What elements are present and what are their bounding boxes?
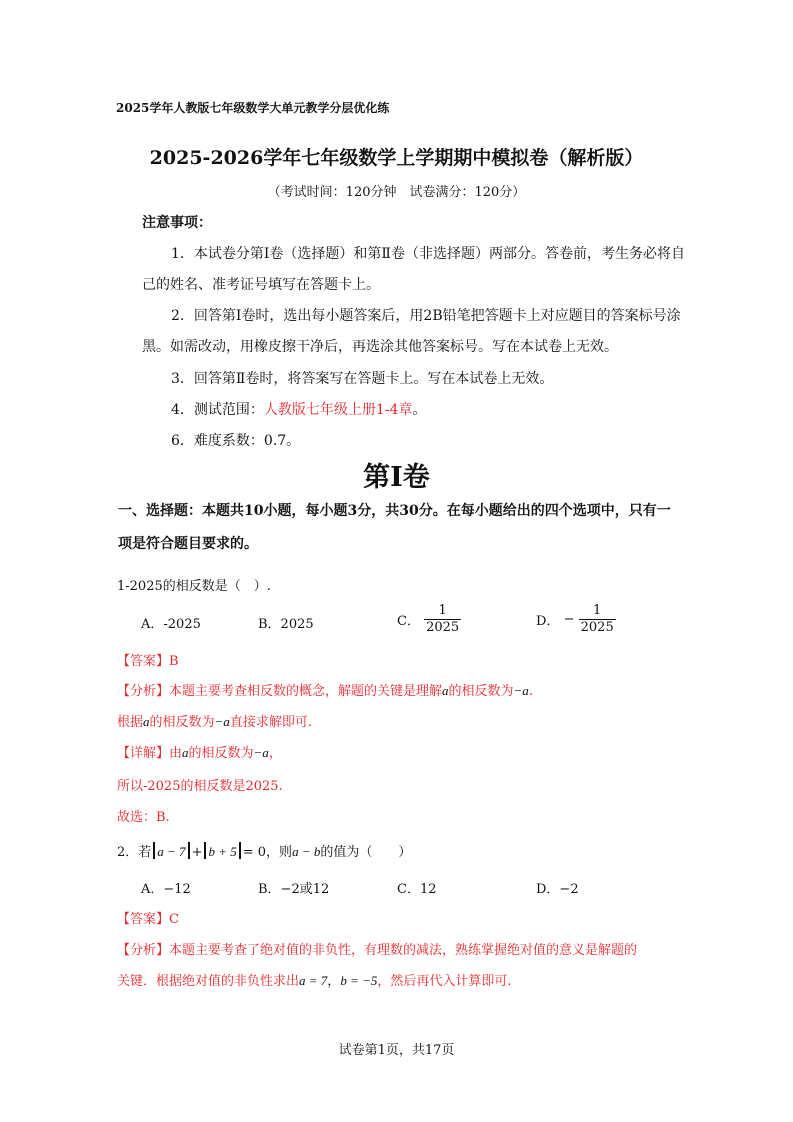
q2-expr-right: b + 5 bbox=[208, 844, 237, 859]
q1-option-c-numerator: 1 bbox=[438, 603, 447, 618]
q1-analysis-2-text-a: 根据 bbox=[117, 715, 144, 730]
q1-var-a-2: a bbox=[143, 714, 150, 729]
q1-option-d-fraction bbox=[579, 603, 616, 636]
q1-analysis-2-text-b: 的相反数为 bbox=[149, 715, 215, 730]
q1-analysis-text-b: 的相反数为 bbox=[448, 684, 514, 699]
q2-option-d: D．−2 bbox=[536, 882, 579, 897]
q2-analysis-2-text-b: ，然后再代入计算即可. bbox=[377, 974, 512, 989]
q1-analysis-2-text-c: 直接求解即可. bbox=[229, 715, 312, 730]
q1-option-d bbox=[536, 603, 616, 636]
q1-stem: 1-2025的相反数是（ ）. bbox=[117, 579, 271, 594]
q1-option-a: A．-2025 bbox=[141, 617, 201, 632]
q1-option-b: B．2025 bbox=[258, 617, 314, 632]
q1-option-c-denominator: 2025 bbox=[426, 620, 460, 635]
notes-heading: 注意事项： bbox=[142, 215, 212, 231]
q2-stem bbox=[117, 841, 411, 860]
note-2-line-2: 黑。如需改动，用橡皮擦干净后，再选涂其他答案标号。写在本试卷上无效。 bbox=[142, 339, 618, 355]
series-header: 2025学年人教版七年级数学大单元教学分层优化练 bbox=[116, 101, 390, 115]
note-2-line-1: 2．回答第Ⅰ卷时，选出每小题答案后，用2B铅笔把答题卡上对应题目的答案标号涂 bbox=[171, 308, 681, 324]
q1-detail-text-b: 的相反数为 bbox=[188, 746, 254, 761]
note-4-suffix: 。 bbox=[412, 402, 427, 418]
q2-stem-suffix: 的值为（ ） bbox=[320, 845, 412, 860]
test-range: 人教版七年级上册1-4章 bbox=[263, 402, 413, 418]
page-footer: 试卷第1页，共17页 bbox=[338, 1043, 455, 1058]
q2-expr-left: a − 7 bbox=[157, 844, 186, 859]
q2-eq-b: b = −5 bbox=[340, 973, 378, 988]
q1-neg-a: −a bbox=[513, 683, 529, 698]
q1-detail-text-c: ， bbox=[268, 746, 282, 761]
q1-choice: 故选：B. bbox=[117, 810, 170, 825]
q2-expr-diff: a − b bbox=[292, 844, 321, 859]
q2-option-b: B．−2或12 bbox=[258, 882, 330, 897]
q2-comma: ， bbox=[327, 974, 341, 989]
q1-option-d-label: D． bbox=[536, 614, 560, 629]
q1-neg-a-3: −a bbox=[253, 745, 269, 760]
note-4-prefix: 4．测试范围： bbox=[171, 402, 264, 418]
part1-line-1: 一、选择题：本题共10小题，每小题3分，共30分。在每小题给出的四个选项中，只有一 bbox=[118, 503, 671, 519]
q1-var-a: a bbox=[442, 683, 449, 698]
note-3: 3．回答第Ⅱ卷时，将答案写在答题卡上。写在本试卷上无效。 bbox=[171, 371, 554, 387]
q2-analysis-2-text-a: 关键．根据绝对值的非负性求出 bbox=[117, 974, 300, 989]
q2-option-c: C．12 bbox=[397, 882, 437, 897]
q2-analysis-line-1: 【分析】本题主要考查了绝对值的非负性，有理数的减法，熟练掌握绝对值的意义是解题的 bbox=[117, 943, 638, 958]
q1-var-a-3: a bbox=[182, 745, 189, 760]
part1-line-2: 项是符合题目要求的。 bbox=[118, 536, 258, 552]
q2-analysis-line-2 bbox=[117, 970, 512, 989]
q1-option-c-fraction bbox=[424, 603, 461, 636]
note-1-line-2: 己的姓名、准考证号填写在答题卡上。 bbox=[142, 277, 380, 293]
abs-bar-icon bbox=[239, 842, 241, 859]
q2-stem-prefix: 2．若 bbox=[117, 845, 152, 860]
abs-bar-icon bbox=[188, 842, 190, 859]
q1-detail-text-a: 【详解】由 bbox=[117, 746, 183, 761]
page-title: 2025-2026学年七年级数学上学期期中模拟卷（解析版） bbox=[149, 147, 644, 169]
note-1-line-1: 1．本试卷分第Ⅰ卷（选择题）和第Ⅱ卷（非选择题）两部分。答卷前，考生务必将自 bbox=[171, 246, 685, 262]
q1-option-d-denominator: 2025 bbox=[580, 620, 614, 635]
q1-answer: 【答案】B bbox=[117, 654, 179, 669]
q1-analysis-line-1 bbox=[117, 680, 533, 699]
q2-answer: 【答案】C bbox=[117, 912, 179, 927]
q1-neg-a-2: −a bbox=[214, 714, 230, 729]
q2-eq-a: a = 7 bbox=[299, 973, 328, 988]
q2-expr-eq: = 0 bbox=[242, 845, 267, 860]
abs-bar-icon bbox=[153, 842, 155, 859]
note-6: 6．难度系数：0.7。 bbox=[171, 433, 301, 449]
q1-detail-line-2: 所以-2025的相反数是2025. bbox=[117, 779, 283, 794]
q2-option-a: A．−12 bbox=[141, 882, 191, 897]
q1-detail-line-1 bbox=[117, 742, 282, 761]
q1-analysis-text-c: . bbox=[528, 684, 533, 699]
abs-bar-icon bbox=[204, 842, 206, 859]
q1-analysis-line-2 bbox=[117, 711, 312, 730]
exam-info: （考试时间：120分钟 试卷满分：120分） bbox=[267, 185, 526, 200]
q2-expr-plus: + bbox=[191, 845, 203, 860]
q1-option-d-numerator: 1 bbox=[593, 603, 602, 618]
section-title: 第Ⅰ卷 bbox=[363, 462, 430, 493]
q1-option-c-label: C． bbox=[397, 614, 420, 629]
q1-option-d-sign: − bbox=[563, 612, 575, 627]
note-4 bbox=[171, 399, 426, 419]
q1-analysis-text-a: 【分析】本题主要考查相反数的概念，解题的关键是理解 bbox=[117, 684, 443, 699]
q2-stem-mid: ，则 bbox=[266, 845, 293, 860]
q1-option-c bbox=[397, 603, 461, 636]
